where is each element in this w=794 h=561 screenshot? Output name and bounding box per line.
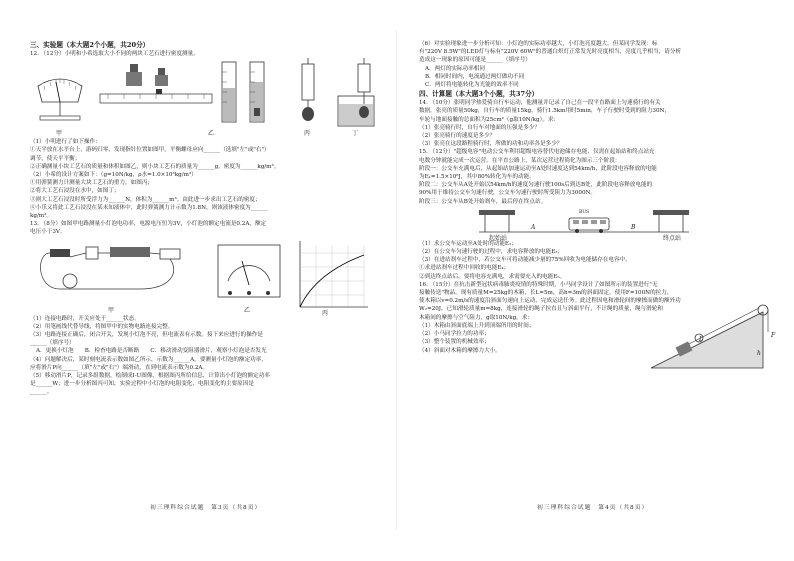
iu-graph-figure [300,241,368,307]
start-station-label: 起始站 [489,234,508,242]
q13-option: A．更换小灯泡 B．检查电路是否断路 C．移动滑动变阻器滑片，观察小灯泡是否发光 [36,348,267,355]
graduated-cylinders-figure [222,62,264,122]
point-a-label: A [531,223,536,231]
spring-scale-figure [302,58,314,121]
q13-6-line: （6）对实验现象进一步分析可知：小灯泡的实际功率越大，小灯泡亮度越大。但某同学发现：标 [419,41,658,47]
page-footer: 初三理科综合试题 第4页（共8页） [537,505,649,511]
q14-line: （2）张亮骑行的速度是多少？ [419,133,496,140]
figure-label-bing: 丙 [322,309,329,317]
q12-line: ④小乐又将此工艺石浸没在某未知液体中，此时弹簧测力计示数为1.8N，则该液体密度为______ [30,204,268,211]
incline-pulley-drawing [647,302,777,372]
q13-line: ______（填序号） [30,340,75,347]
q15-line: 阶段二：公交车从A处开始以54km/h的速度匀速行驶100s后到达B处，此阶段电容释放电能的 [419,182,653,189]
start-station-shelter [479,210,515,232]
weights-and-ruler-figure [100,64,212,103]
q12-line: ②将大工艺石浸没在水中，如图丁； [30,188,120,195]
q15-line: （2）在公交车匀速行驶的过程中，求电容释放的电能E₃； [419,249,564,256]
beaker-spring-scale-figure [338,58,374,126]
q15-line: 电数分钟就能完成一次运营。在平直公路上，某次运营过程简化为图示三个阶段： [419,157,621,164]
q12-line: ①天平放在水平台上，游码归零，发现指针位置如图甲，平衡螺母应向______（选填"左"或"右"） [30,147,270,154]
bus-route-figure [419,206,777,240]
q12-line: （2）小希的设计方案如下：（g=10N/kg，ρ水=1.0×10³kg/m³） [30,172,197,179]
q15-line: （3）在进站刹车过程中，若公交车可将动能减少量的75%回收为电能储存在电容中， [419,257,631,264]
q16-line: W₂=20J，已知滑轮质量m=8kg，连接滑轮的绳子拉直且与斜面平行，不计绳的质量，绳与滑轮和 [419,306,663,313]
figure-label-jia: 甲 [56,130,63,138]
q13-6-option: B．相同时间内，电流通过两灯做功不同 [425,73,525,80]
q12-line: 调节，使天平平衡； [30,155,81,162]
right-column [419,40,777,370]
q13-line: （1）连接电路时，开关应处于______状态。 [30,315,140,322]
q13-line: 应将滑片P向______（填"左"或"右"）端滑动，直到电流表示数为0.2A。 [30,364,209,371]
q14-line: 车轮与地面接触的总面积为25cm²（g取10N/kg）。求： [419,116,560,123]
balance-scale-figure [38,79,82,120]
page-footer: 初三理科综合试题 第3页（共8页） [150,505,262,511]
q13-line: （4）问题解决后，某时刻电流表示数如图乙所示，示数为______A。要测量小灯泡的额定功率， [30,356,267,363]
q13-figure [30,237,380,315]
q12-figure [30,58,380,138]
q13-line: 13. （8分）如图甲电路测量小灯泡电功率，电源电压恒为3V，小灯泡的额定电流是0.2A，额定 [30,221,267,228]
q12-line: ②正确测量小块工艺石的质量和体积如图乙，则小块工艺石的质量为______g，密度为______kg/m³。 [30,163,280,170]
q13-6-option: C．两灯将电能转化为光能的效率不同 [425,82,519,89]
q13-6-line: 有"220V 8.5W"的LED灯与标有"220V 60W"的普通白炽灯正常发光时亮度相当，亮度几乎相当，请分析 [419,49,682,56]
q12-line: kg/m³。 [30,213,52,220]
q14-line: （3）张亮在这段路程骑行时，所做的功和功率各是多少？ [419,141,563,148]
q13-line: 是______W；进一步分析图丙可知，实验过程中小灯泡的电阻变化，电阻变化的主要原因是 [30,381,254,388]
circuit-figure [41,247,180,289]
end-station-label: 终点站 [663,234,682,242]
left-column [30,40,380,397]
figure-label-bing: 丙 [304,130,311,138]
bus-route-drawing [419,206,769,240]
q16-block [419,322,777,370]
q14-line: 14. （10分）张明同学热爱骑自行车运动，他测量并记录了自己在一段平直路面上匀速骑行的有关 [419,100,661,107]
q15-line: 阶段一：公交车充满电后，从起始站加速运动至A处时速度达到54km/h，此阶段电容释放的电能 [419,165,657,172]
q15-line: 90%用于维持公交车匀速行驶，公交车匀速行驶时所受阻力为3000N。 [419,190,597,197]
q14-line: （1）张亮骑行时，自行车对地面的压强是多少？ [419,124,541,131]
q15-line: 为E₁=1.5×10⁶J，其中80%转化为车的动能。 [419,174,535,181]
length-l-label: L [699,335,703,343]
bus-text: BUS [579,209,590,215]
q16-line: （2）小马同学拉力的功率； [419,331,490,338]
figure-label-yi: 乙 [244,306,251,314]
page-4 [397,0,794,561]
q13-line: （3）电路连接正确后，闭合开关，发现小灯泡不亮，但电流表有示数。接下来应进行的操作是 [30,332,263,339]
q15-line: （1）求公交车运动至A处时的动能E₂； [419,240,517,247]
section-experiment-heading: 三、实验题（本大题2个小题，共20分） [30,41,150,49]
q16-line: 16. （15分）在抗击新型冠状病毒肺炎疫情的特殊时期，小马同学设计了如图所示的装置进行"无 [419,281,658,288]
q16-line: 使木箱以v=0.2m/s的速度沿斜面匀速向上运动，完成运送任务。此过程因电和滑轮间的摩擦而做的额外功 [419,298,681,305]
q12-line: 12. （12分）小明和小希选取大小不同的两块工艺石进行密度测量。 [30,51,199,57]
q15-line: 15. （12分）"超级电容"电动公交车利用超级电容替代电池储存电能，仅需在起始站和终点站充 [419,149,655,156]
q13-6-line: 造成这一现象的原因可能是______（填序号） [419,57,531,64]
q14-line: 数据。张亮的质量50kg，自行车的质量15kg，骑行1.5km用时5min，车子行驶时受到的阻力30N， [419,108,671,115]
figure-label-yi: 乙 [208,130,215,138]
q12-line: （1）小明进行了如下操作： [30,139,101,146]
q16-line: （1）木箱由斜面底端上升到顶端所用的时间； [419,322,535,329]
q15-line: 阶段三：公交车从B处开始刹车，最后停在终点站。 [419,198,547,205]
q12-line: ③则大工艺石浸没时所受浮力为______N，体积为______m³。由此进一步求出工艺石的密度； [30,196,261,203]
q13-figure-drawing [30,237,375,315]
bus-icon [569,218,609,233]
figure-label-jia: 甲 [108,306,115,314]
q13-line: ______。 [30,389,53,396]
q12-line: ①用弹簧测力计测量大块工艺石的重力，如图丙； [30,180,154,187]
ammeter-figure [218,245,280,297]
q15-line: ②到达终点站后，要将电容充满电，求需要充入的电能E₅。 [419,273,566,280]
q16-line: 接触传送"物品。现有质量M=25kg的木箱，长L=5m，高h=3m的斜面固定，使用F=100N的拉力， [419,290,673,297]
q13-line: （2）用笔画线代替导线，将图甲中的实物电路连接完整。 [30,323,174,330]
q16-line: （4）斜面对木箱的摩擦力大小。 [419,347,501,354]
q13-line: 电压小于3V。 [30,229,66,236]
force-f-label: F [771,331,776,339]
q15-line: ①求进站刹车过程中回收的电能E₄； [419,265,510,272]
height-h-label: h [757,349,761,357]
end-station-shelter [653,210,689,232]
q13-line: （5）移动滑片P，记录多组数据，绘制成I-U图像，根据图丙所给信息，计算出小灯泡的额定功率 [30,373,270,380]
point-b-label: B [631,223,636,231]
q16-line: 木箱间的摩擦与空气阻力，g取10N/kg。求： [419,314,533,321]
q16-line: （3）整个装置的机械效率； [419,339,490,346]
q13-6-option: A．两灯的实际功率相同 [425,65,485,72]
q12-figure-drawing [30,58,375,138]
figure-label-ding: 丁 [352,130,359,138]
section-calculation-heading: 四、计算题（本大题3个小题，共37分） [419,90,539,99]
